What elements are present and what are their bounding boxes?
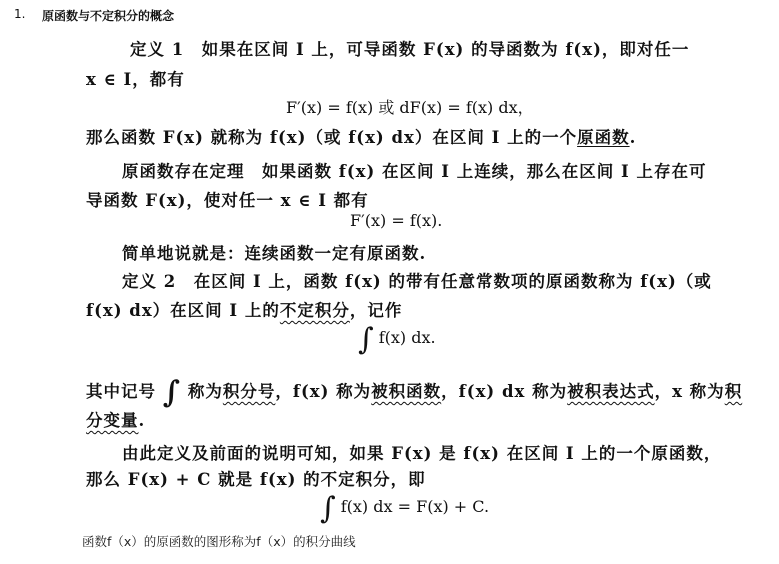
def2-equation xyxy=(358,322,436,357)
terms-text-d: ，f(x) dx 称为 xyxy=(441,382,568,401)
conclusion-line2: 那么 F(x) + C 就是 f(x) 的不定积分，即 xyxy=(86,470,426,489)
terms-line2 xyxy=(86,407,145,431)
def1-equation: F′(x) = f(x) 或 dF(x) = f(x) dx， xyxy=(286,98,534,117)
terms-text-c: ，f(x) 称为 xyxy=(275,382,372,401)
def1-line3 xyxy=(86,124,636,148)
def2-line2-end: ，记作 xyxy=(349,301,403,320)
term-indefinite-integral: 不定积分 xyxy=(279,301,350,320)
term-integration-variable-a: 积 xyxy=(724,382,743,401)
term-integration-variable-b: 分变量 xyxy=(86,411,139,430)
integral-sign: ∫ xyxy=(320,491,336,526)
def2-line1: 定义 2 在区间 I 上，函数 f(x) 的带有任意常数项的原函数称为 f(x)（或 xyxy=(122,272,712,291)
theorem-line1: 原函数存在定理 如果函数 f(x) 在区间 I 上连续，那么在区间 I 上存在可 xyxy=(122,162,707,181)
term-integral-sign: 积分号 xyxy=(222,382,276,401)
def2-line2 xyxy=(86,297,402,321)
conclusion-formula: f(x) dx = F(x) + C. xyxy=(340,497,490,516)
def2-line2-text: f(x) dx）在区间 I 上的 xyxy=(86,301,280,320)
integral-sign: ∫ xyxy=(162,375,182,410)
terms-text-f: . xyxy=(138,411,146,430)
section-number: 1. xyxy=(14,7,26,21)
terms-line1 xyxy=(86,373,743,410)
def2-integrand: f(x) dx. xyxy=(378,328,436,347)
def1-line3-end: . xyxy=(629,128,637,147)
theorem-equation: F′(x) = f(x). xyxy=(350,211,443,230)
terms-text-b: 称为 xyxy=(187,382,223,401)
theorem-line2: 导函数 F(x)，使对任一 x ∈ I 都有 xyxy=(86,191,369,210)
def1-line3-text: 那么函数 F(x) 就称为 f(x)（或 f(x) dx）在区间 I 上的一个 xyxy=(86,128,578,147)
section-title: 原函数与不定积分的概念 xyxy=(42,9,175,23)
terms-text-e: ，x 称为 xyxy=(654,382,725,401)
def1-line1: 定义 1 如果在区间 I 上，可导函数 F(x) 的导函数为 f(x)，即对任一 xyxy=(130,40,690,59)
def1-line2: x ∈ I，都有 xyxy=(86,70,185,89)
term-integrand-expression: 被积表达式 xyxy=(567,382,655,401)
term-integrand: 被积函数 xyxy=(371,382,442,401)
conclusion-line1: 由此定义及前面的说明可知，如果 F(x) 是 f(x) 在区间 I 上的一个原函数， xyxy=(122,444,722,463)
simple-statement: 简单地说就是：连续函数一定有原函数. xyxy=(122,244,427,263)
caption: 函数f（x）的原函数的图形称为f（x）的积分曲线 xyxy=(82,534,356,549)
term-antiderivative: 原函数 xyxy=(577,128,630,147)
integral-sign: ∫ xyxy=(358,322,374,357)
conclusion-equation xyxy=(320,491,490,526)
terms-text-a: 其中记号 xyxy=(86,382,156,401)
